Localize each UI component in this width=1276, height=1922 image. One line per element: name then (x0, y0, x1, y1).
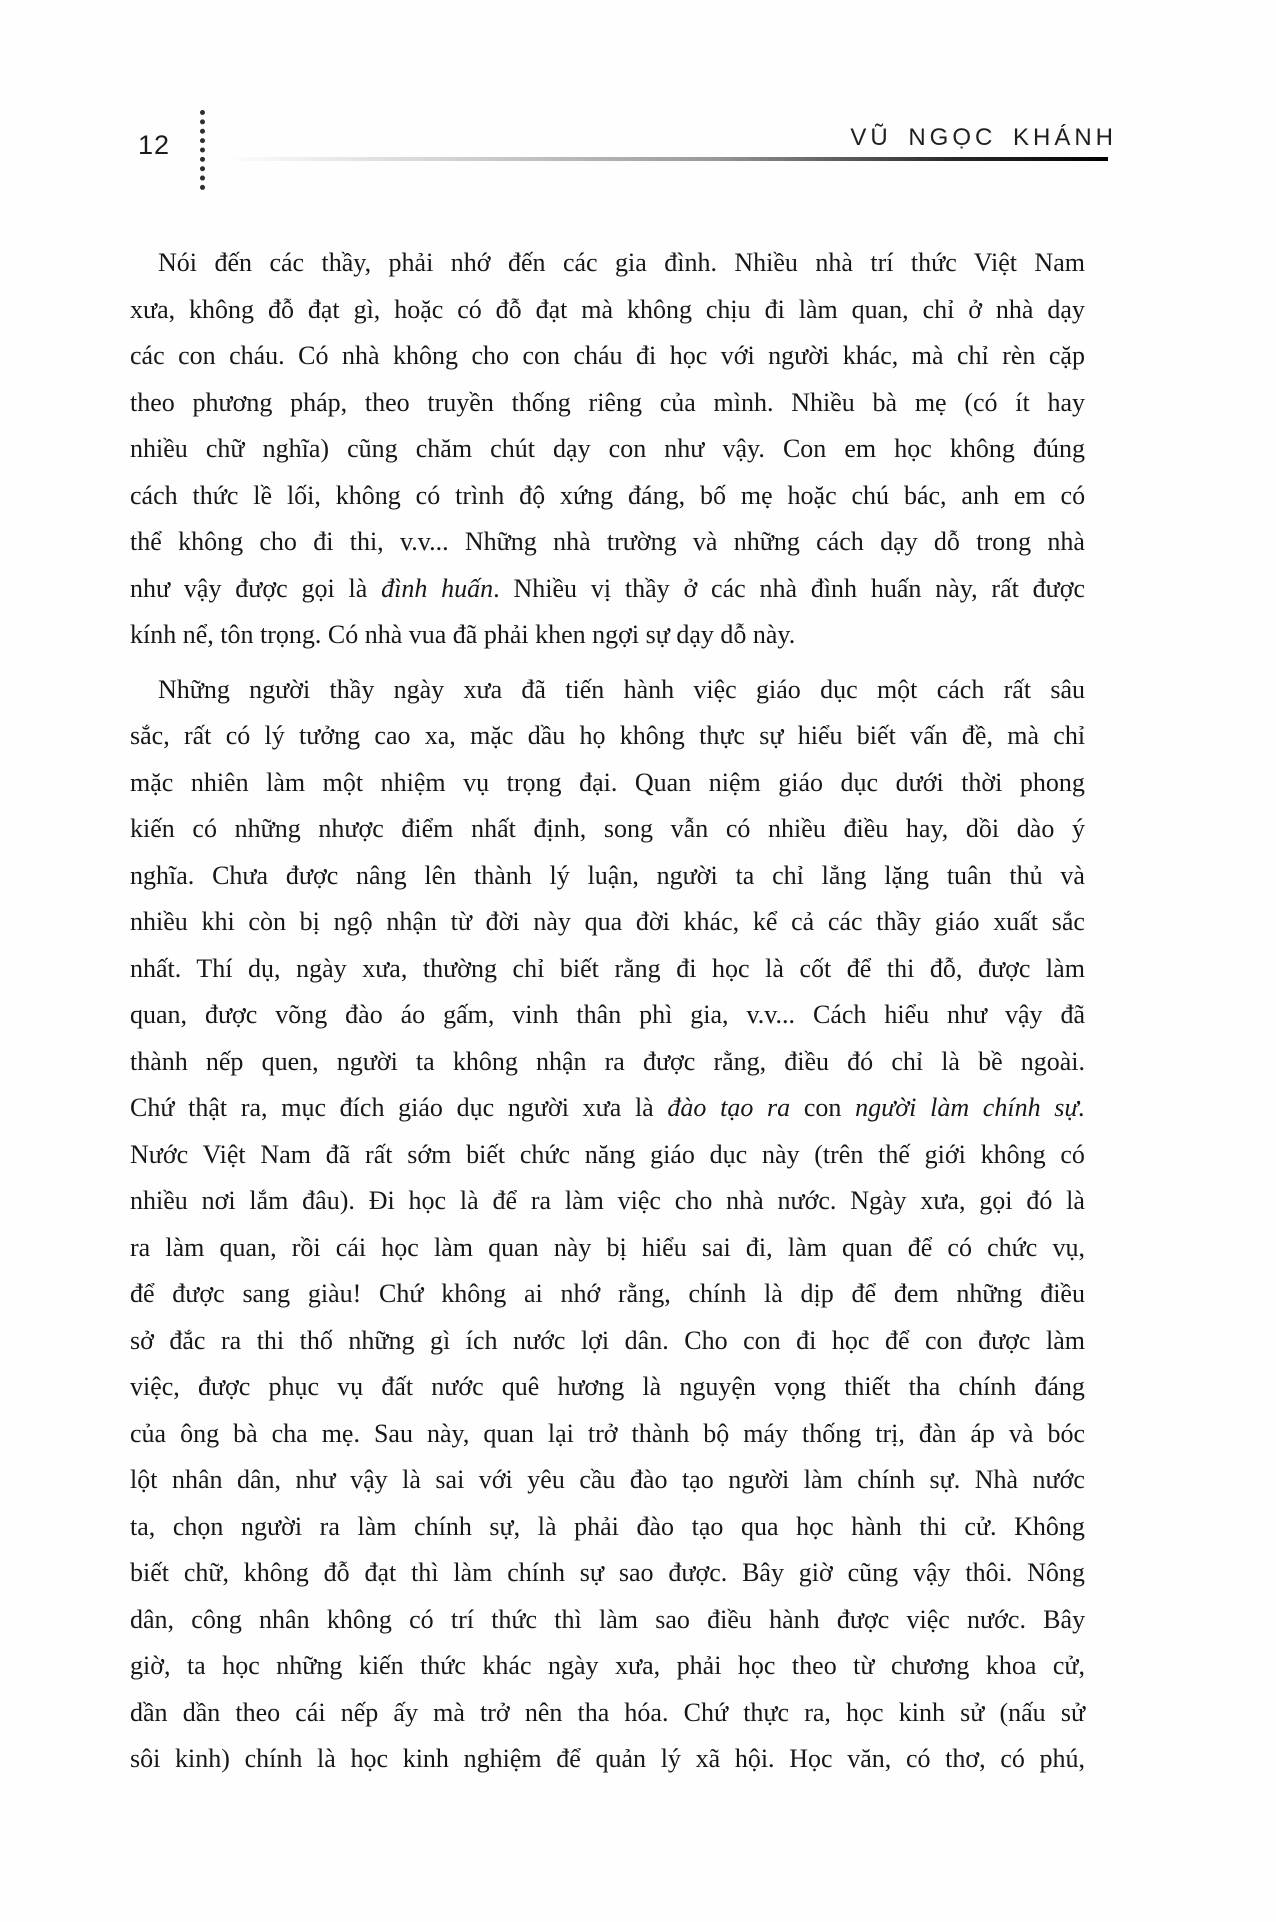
line-content (158, 248, 1085, 277)
line-content (130, 1465, 1085, 1494)
page-number: 12 (138, 130, 171, 160)
emphasized-text: đào tạo ra (667, 1093, 791, 1122)
text-line (130, 853, 1085, 900)
body-text: dân, công nhân không có trí thức thì làm sao điều hành được việc nước. Bây (130, 1604, 1086, 1634)
line-content (130, 861, 1085, 890)
body-text: cách thức lề lối, không có trình độ xứng đáng, bố mẹ hoặc chú bác, anh em có (130, 480, 1086, 510)
text-line (130, 1736, 1085, 1783)
header-rule (223, 157, 1108, 161)
text-line (130, 1178, 1085, 1225)
body-text: sở đắc ra thi thố những gì ích nước lợi dân. Cho con đi học để con được làm (130, 1325, 1085, 1355)
line-content (130, 768, 1085, 797)
text-line (130, 612, 1085, 659)
body-text: nhiều khi còn bị ngộ nhận từ đời này qua đời khác, kể cả các thầy giáo xuất sắc (130, 907, 1085, 936)
text-line (130, 380, 1085, 427)
text-line (130, 1364, 1085, 1411)
body-text: để được sang giàu! Chứ không ai nhớ rằng, chính là dịp để đem những điều (130, 1279, 1085, 1308)
emphasized-text: người làm chính sự. (855, 1093, 1086, 1122)
body-text: ra làm quan, rồi cái học làm quan này bị hiểu sai đi, làm quan để có chức vụ, (130, 1232, 1085, 1262)
line-content (130, 1140, 1085, 1169)
text-line (130, 1690, 1085, 1737)
body-text: . Nhiều vị thầy ở các nhà đình huấn này, rất được (493, 573, 1086, 603)
chain-divider-icon (200, 110, 205, 190)
text-line (130, 240, 1085, 287)
text-line (130, 566, 1085, 613)
line-content (130, 574, 1085, 603)
line-content (130, 954, 1085, 983)
text-line (130, 1271, 1085, 1318)
body-text: nghĩa. Chưa được nâng lên thành lý luận, người ta chỉ lẳng lặng tuân thủ và (130, 860, 1085, 890)
text-line (130, 1039, 1085, 1086)
body-text: như vậy được gọi là (130, 573, 382, 603)
body-text: mặc nhiên làm một nhiệm vụ trọng đại. Quan niệm giáo dục dưới thời phong (130, 767, 1085, 797)
line-content (130, 1233, 1085, 1262)
line-content (130, 1651, 1085, 1680)
text-line (130, 992, 1085, 1039)
text-line (130, 667, 1085, 714)
text-line (130, 1132, 1085, 1179)
body-text: theo phương pháp, theo truyền thống riêng của mình. Nhiều bà mẹ (có ít hay (130, 387, 1086, 417)
line-content (130, 481, 1085, 510)
text-line (130, 1597, 1085, 1644)
text-line (130, 287, 1085, 334)
emphasized-text: đình huấn (381, 573, 494, 603)
body-text: con (790, 1093, 856, 1122)
body-text: lột nhân dân, như vậy là sai với yêu cầu đào tạo người làm chính sự. Nhà nước (130, 1465, 1085, 1494)
line-content (130, 527, 1085, 556)
body-text: các con cháu. Có nhà không cho con cháu đi học với người khác, mà chỉ rèn cặp (130, 341, 1085, 370)
line-content (130, 1372, 1085, 1401)
body-text: nhất. Thí dụ, ngày xưa, thường chỉ biết rằng đi học là cốt để thi đỗ, được làm (130, 953, 1085, 983)
paragraph (130, 667, 1085, 1783)
body-text: xưa, không đỗ đạt gì, hoặc có đỗ đạt mà không chịu đi làm quan, chỉ ở nhà dạy (130, 294, 1085, 324)
line-content (130, 721, 1085, 750)
body-text: Những người thầy ngày xưa đã tiến hành việc giáo dục một cách rất sâu (158, 674, 1086, 704)
body-text: nhiều nơi lắm đâu). Đi học là để ra làm việc cho nhà nước. Ngày xưa, gọi đó là (130, 1186, 1085, 1215)
body-text: nhiều chữ nghĩa) cũng chăm chút dạy con như vậy. Con em học không đúng (130, 434, 1085, 463)
body-text: ta, chọn người ra làm chính sự, là phải đào tạo qua học hành thi cử. Không (130, 1511, 1085, 1541)
line-content (130, 1512, 1085, 1541)
body-text: của ông bà cha mẹ. Sau này, quan lại trở thành bộ máy thống trị, đàn áp và bóc (130, 1418, 1085, 1448)
line-content (130, 907, 1085, 936)
text-line (130, 1085, 1085, 1132)
body-text: thành nếp quen, người ta không nhận ra được rằng, điều đó chỉ là bề ngoài. (130, 1046, 1086, 1076)
text-line (130, 1550, 1085, 1597)
body-text: kiến có những nhược điểm nhất định, song vẫn có nhiều điều hay, dồi dào ý (130, 814, 1085, 843)
text-line (130, 1411, 1085, 1458)
line-content (130, 1326, 1085, 1355)
body-text: dần dần theo cái nếp ấy mà trở nên tha hóa. Chứ thực ra, học kinh sử (nấu sử (130, 1697, 1086, 1727)
text-line (130, 899, 1085, 946)
page-body (130, 240, 1085, 1783)
body-text: thể không cho đi thi, v.v... Những nhà trường và những cách dạy dỗ trong nhà (130, 527, 1085, 556)
line-content (130, 1000, 1085, 1029)
text-line (130, 760, 1085, 807)
body-text: quan, được võng đào áo gấm, vinh thân phì gia, v.v... Cách hiểu như vậy đã (130, 1000, 1086, 1029)
text-line (130, 1643, 1085, 1690)
line-content (130, 434, 1085, 463)
line-content (130, 1186, 1085, 1215)
text-line (130, 1225, 1085, 1272)
text-line (130, 1504, 1085, 1551)
line-content (130, 1744, 1085, 1773)
line-content (130, 1419, 1085, 1448)
body-text: kính nể, tôn trọng. Có nhà vua đã phải khen ngợi sự dạy dỗ này. (130, 620, 796, 649)
paragraph (130, 240, 1085, 659)
line-content (158, 675, 1085, 704)
text-line (130, 426, 1085, 473)
text-line (130, 806, 1085, 853)
line-content (130, 620, 795, 649)
text-line (130, 946, 1085, 993)
text-line (130, 1318, 1085, 1365)
text-line (130, 519, 1085, 566)
line-content (130, 1698, 1085, 1727)
text-line (130, 713, 1085, 760)
running-header-author: VŨ NGỌC KHÁNH (850, 124, 1117, 151)
body-text: biết chữ, không đỗ đạt thì làm chính sự sao được. Bây giờ cũng vậy thôi. Nông (130, 1558, 1085, 1587)
body-text: việc, được phục vụ đất nước quê hương là nguyện vọng thiết tha chính đáng (130, 1372, 1085, 1401)
line-content (130, 1047, 1085, 1076)
line-content (130, 1279, 1085, 1308)
line-content (130, 1558, 1085, 1587)
body-text: giờ, ta học những kiến thức khác ngày xưa, phải học theo từ chương khoa cử, (130, 1651, 1086, 1680)
text-line (130, 1457, 1085, 1504)
body-text: Nói đến các thầy, phải nhớ đến các gia đình. Nhiều nhà trí thức Việt Nam (158, 248, 1085, 277)
line-content (130, 1093, 1085, 1122)
text-line (130, 473, 1085, 520)
body-text: sắc, rất có lý tưởng cao xa, mặc dầu họ không thực sự hiểu biết vấn đề, mà chỉ (130, 721, 1086, 750)
text-line (130, 333, 1085, 380)
line-content (130, 295, 1085, 324)
line-content (130, 1605, 1085, 1634)
line-content (130, 341, 1085, 370)
body-text: Chứ thật ra, mục đích giáo dục người xưa là (130, 1093, 668, 1122)
body-text: sôi kinh) chính là học kinh nghiệm để quản lý xã hội. Học văn, có thơ, có phú, (130, 1744, 1086, 1773)
body-text: Nước Việt Nam đã rất sớm biết chức năng giáo dục này (trên thế giới không có (130, 1139, 1085, 1169)
line-content (130, 388, 1085, 417)
line-content (130, 814, 1085, 843)
